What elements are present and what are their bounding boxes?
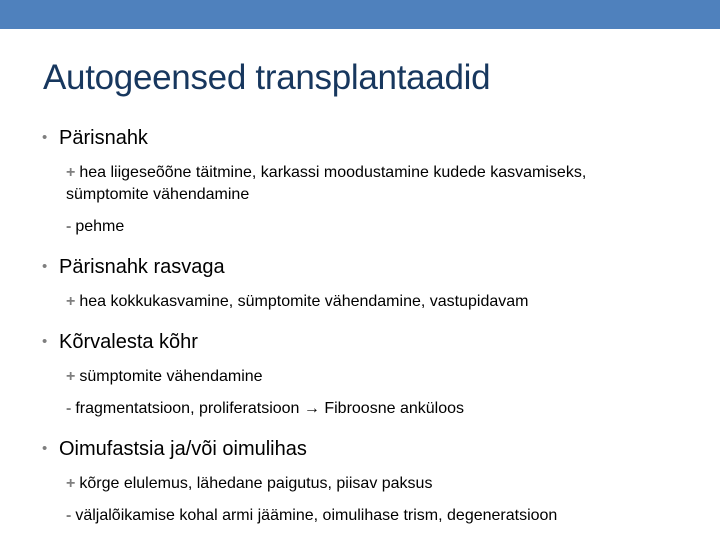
bullet-oimufastsia	[42, 437, 692, 461]
sub-item-con	[66, 398, 666, 420]
sub-item-pro	[66, 366, 666, 388]
plus-icon: +	[66, 293, 76, 310]
sub-item-text: fragmentatsioon, proliferatsioon → Fibroosne anküloos	[75, 400, 464, 417]
sub-item-pro	[66, 162, 666, 206]
bullet-icon: •	[42, 129, 48, 146]
minus-icon: -	[66, 507, 72, 524]
plus-icon: +	[66, 475, 76, 492]
sub-item-con	[66, 505, 666, 527]
bullet-icon: •	[42, 258, 48, 275]
bullet-icon: •	[42, 440, 48, 457]
sub-item-text: kõrge elulemus, lähedane paigutus, piisav paksus	[79, 475, 433, 492]
sub-item-text: hea kokkukasvamine, sümptomite vähendamine, vastupidavam	[79, 293, 529, 310]
plus-icon: +	[66, 164, 76, 181]
sub-item-text: sümptomite vähendamine	[79, 368, 263, 385]
section-heading: Pärisnahk	[59, 127, 148, 149]
top-accent-bar	[0, 0, 720, 29]
minus-icon: -	[66, 218, 72, 235]
bullet-parisnahk-rasvaga	[42, 255, 692, 279]
minus-icon: -	[66, 400, 72, 417]
bullet-icon: •	[42, 333, 48, 350]
slide-content	[42, 126, 692, 527]
sub-item-text: hea liigeseõõne täitmine, karkassi moodustamine kudede kasvamiseks, sümptomite vähendamine	[66, 164, 587, 203]
sub-item-pro	[66, 291, 666, 313]
section-heading: Kõrvalesta kõhr	[59, 331, 198, 353]
section-heading: Pärisnahk rasvaga	[59, 256, 225, 278]
sub-item-pro	[66, 473, 666, 495]
bullet-korvalesta-kohr	[42, 330, 692, 354]
plus-icon: +	[66, 368, 76, 385]
bullet-parisnahk	[42, 126, 692, 150]
sub-item-text: pehme	[75, 218, 125, 235]
section-heading: Oimufastsia ja/või oimulihas	[59, 438, 307, 460]
sub-item-con	[66, 216, 666, 238]
sub-item-text: väljalõikamise kohal armi jäämine, oimulihase trism, degeneratsioon	[75, 507, 558, 524]
slide-title: Autogeensed transplantaadid	[43, 58, 491, 97]
